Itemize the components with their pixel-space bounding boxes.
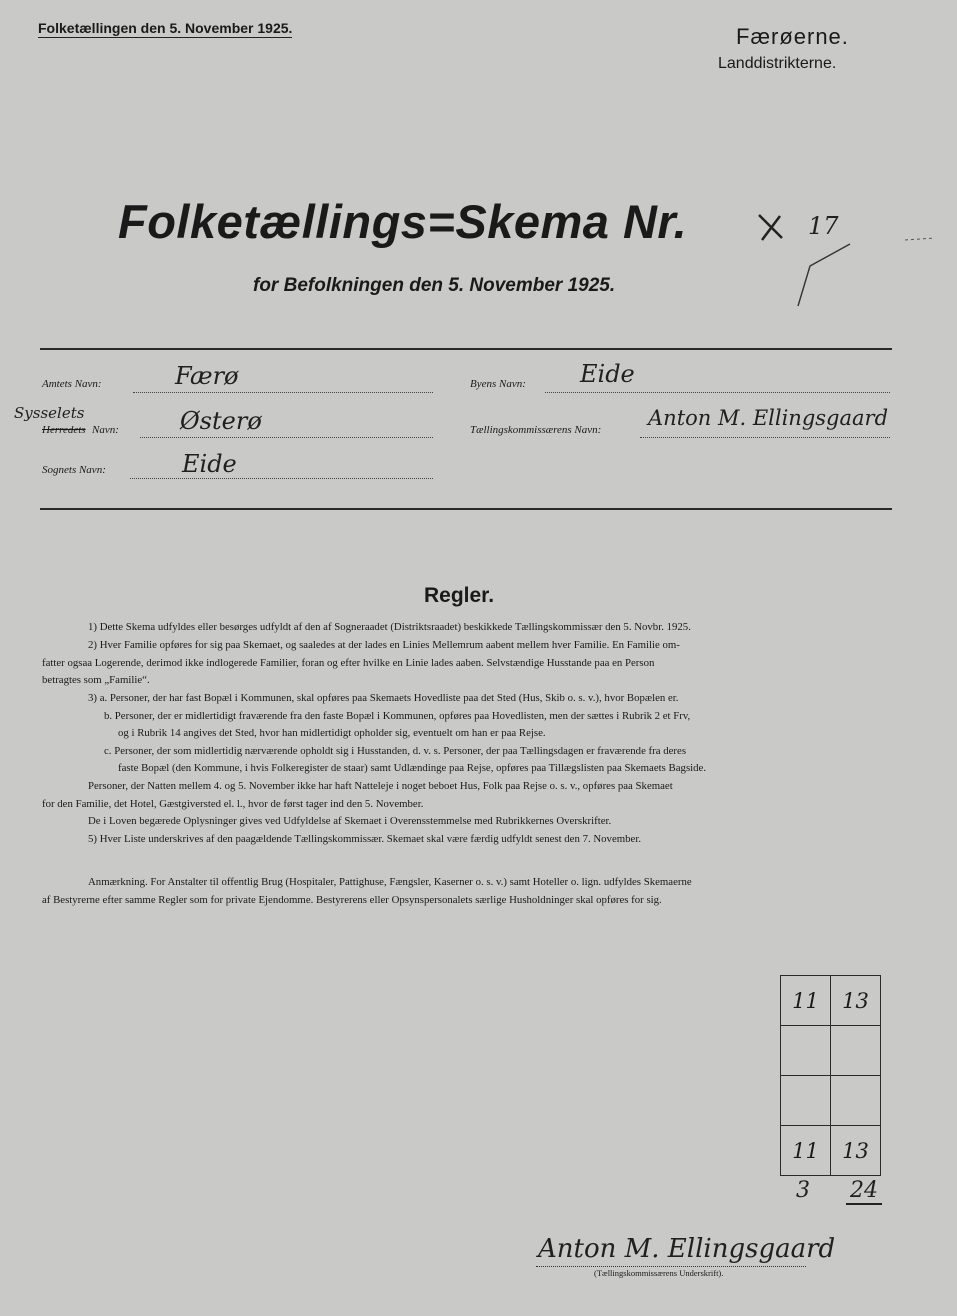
kommissaer-underline (640, 436, 890, 438)
note-line: Anmærkning. For Anstalter til offentlig Brug (Hospitaler, Pattighuse, Fængsler, Kaserner o. s. v.) samt Hoteller o. lign. udfyldes Skemaerne (88, 876, 692, 888)
by-label: Byens Navn: (470, 378, 526, 390)
tally-cell (831, 1076, 880, 1125)
amt-value: Færø (175, 362, 239, 390)
tally-row (781, 1126, 880, 1175)
tally-row (781, 1026, 880, 1076)
herred-struck-label: Herredets (42, 424, 86, 436)
herred-handwritten-correction: Sysselets (14, 404, 85, 422)
census-date-header: Folketællingen den 5. November 1925. (38, 20, 293, 36)
bottom-divider (40, 508, 892, 510)
pen-stroke-mark (790, 236, 940, 316)
form-subtitle: for Befolkningen den 5. November 1925. (253, 275, 616, 296)
rule-line: 1) Dette Skema udfyldes eller besørges udfyldt af den af Sogneraadet (Distriktsraadet) beskikkede Tællingskommissær den 5. Novbr. 1925. (88, 621, 691, 633)
amt-underline (133, 391, 433, 393)
note-line: af Bestyrerne efter samme Regler som for private Ejendomme. Bestyrerens eller Opsynspersonalets særlige Husholdninger skal opføres for sig. (42, 894, 662, 906)
tally-row (781, 1076, 880, 1126)
kommissaer-label: Tællingskommissærens Navn: (470, 424, 602, 436)
rule-line: 3) a. Personer, der har fast Bopæl i Kommunen, skal opføres paa Skemaets Hovedliste paa det Sted (Hus, Skib o. s. v.), hvor Bopælen er. (88, 692, 679, 704)
herred-label: Navn: (92, 424, 119, 436)
rule-line: faste Bopæl (den Kommune, i hvis Folkeregister de staar) samt Udlændinge paa Rejse, opføres paa Tillægslisten paa Skemaets Bagside. (118, 762, 707, 774)
tally-grid (780, 975, 881, 1176)
herred-value: Østerø (180, 407, 262, 435)
tally-total-left: 3 (796, 1178, 810, 1203)
rule-line: fatter ogsaa Logerende, derimod ikke indlogerede Familier, foran og efter hvilke en Linie lades aaben. Selvstændige Husstande paa en Person (42, 657, 655, 669)
sogn-underline (130, 477, 433, 479)
rule-line: 5) Hver Liste underskrives af den paagældende Tællingskommissær. Skemaet skal være færdig udfyldt senest den 7. November. (88, 833, 642, 845)
rule-line: De i Loven begærede Oplysninger gives ved Udfyldelse af Skemaet i Overensstemmelse med Rubrikkernes Overskrifter. (88, 815, 612, 827)
rules-title: Regler. (424, 584, 495, 607)
sogn-value: Eide (182, 450, 237, 478)
sogn-label: Sognets Navn: (42, 464, 106, 476)
region-subtitle: Landdistrikterne. (718, 55, 837, 72)
rule-line: og i Rubrik 14 angives det Sted, hvor han midlertidigt opholder sig, eventuelt om han er paa Rejse. (118, 727, 546, 739)
by-underline (545, 391, 890, 393)
by-value: Eide (580, 360, 635, 388)
tally-cell (781, 1076, 831, 1125)
tally-cell: 13 (842, 1138, 869, 1163)
tally-cell (781, 1026, 831, 1075)
kommissaer-value: Anton M. Ellingsgaard (648, 406, 889, 430)
signature: Anton M. Ellingsgaard (538, 1234, 836, 1264)
rule-line: betragtes som „Familie“. (42, 674, 150, 686)
tally-cell: 13 (842, 988, 869, 1013)
rule-line: Personer, der Natten mellem 4. og 5. November ikke har haft Natteleje i noget beboet Hus, Folk paa Rejse o. s. v., opføres paa Skemaet (88, 780, 673, 792)
rule-line: c. Personer, der som midlertidig nærværende opholdt sig i Husstanden, d. v. s. Personer, der paa Tællingsdagen er fraværende fra deres (104, 745, 687, 757)
rule-line: 2) Hver Familie opføres for sig paa Skemaet, og saaledes at der lades en Linies Mellemrum aabent mellem hver Familie. En Familie om- (88, 639, 680, 651)
signature-caption: (Tællingskommissærens Underskrift). (594, 1268, 724, 1278)
rule-line: b. Personer, der er midlertidigt fraværende fra den faste Bopæl i Kommunen, opføres paa Hovedlisten, men der sættes i Rubrik 2 et Frv, (104, 710, 691, 722)
handwritten-cross-mark (754, 210, 788, 244)
amt-label: Amtets Navn: (42, 378, 102, 390)
tally-total-right: 24 (846, 1178, 882, 1205)
rule-line: for den Familie, det Hotel, Gæstgiversted el. l., hvor de først tager ind den 5. November. (42, 798, 424, 810)
tally-cell: 11 (781, 1126, 831, 1175)
herred-underline (140, 436, 433, 438)
top-divider (40, 348, 892, 350)
handwritten-form-number: 17 (808, 212, 839, 240)
tally-cell (831, 1026, 880, 1075)
tally-cell: 11 (781, 976, 831, 1025)
form-title: Folketællings=Skema Nr. (118, 195, 688, 248)
tally-row (781, 976, 880, 1026)
region-title: Færøerne. (736, 24, 849, 49)
